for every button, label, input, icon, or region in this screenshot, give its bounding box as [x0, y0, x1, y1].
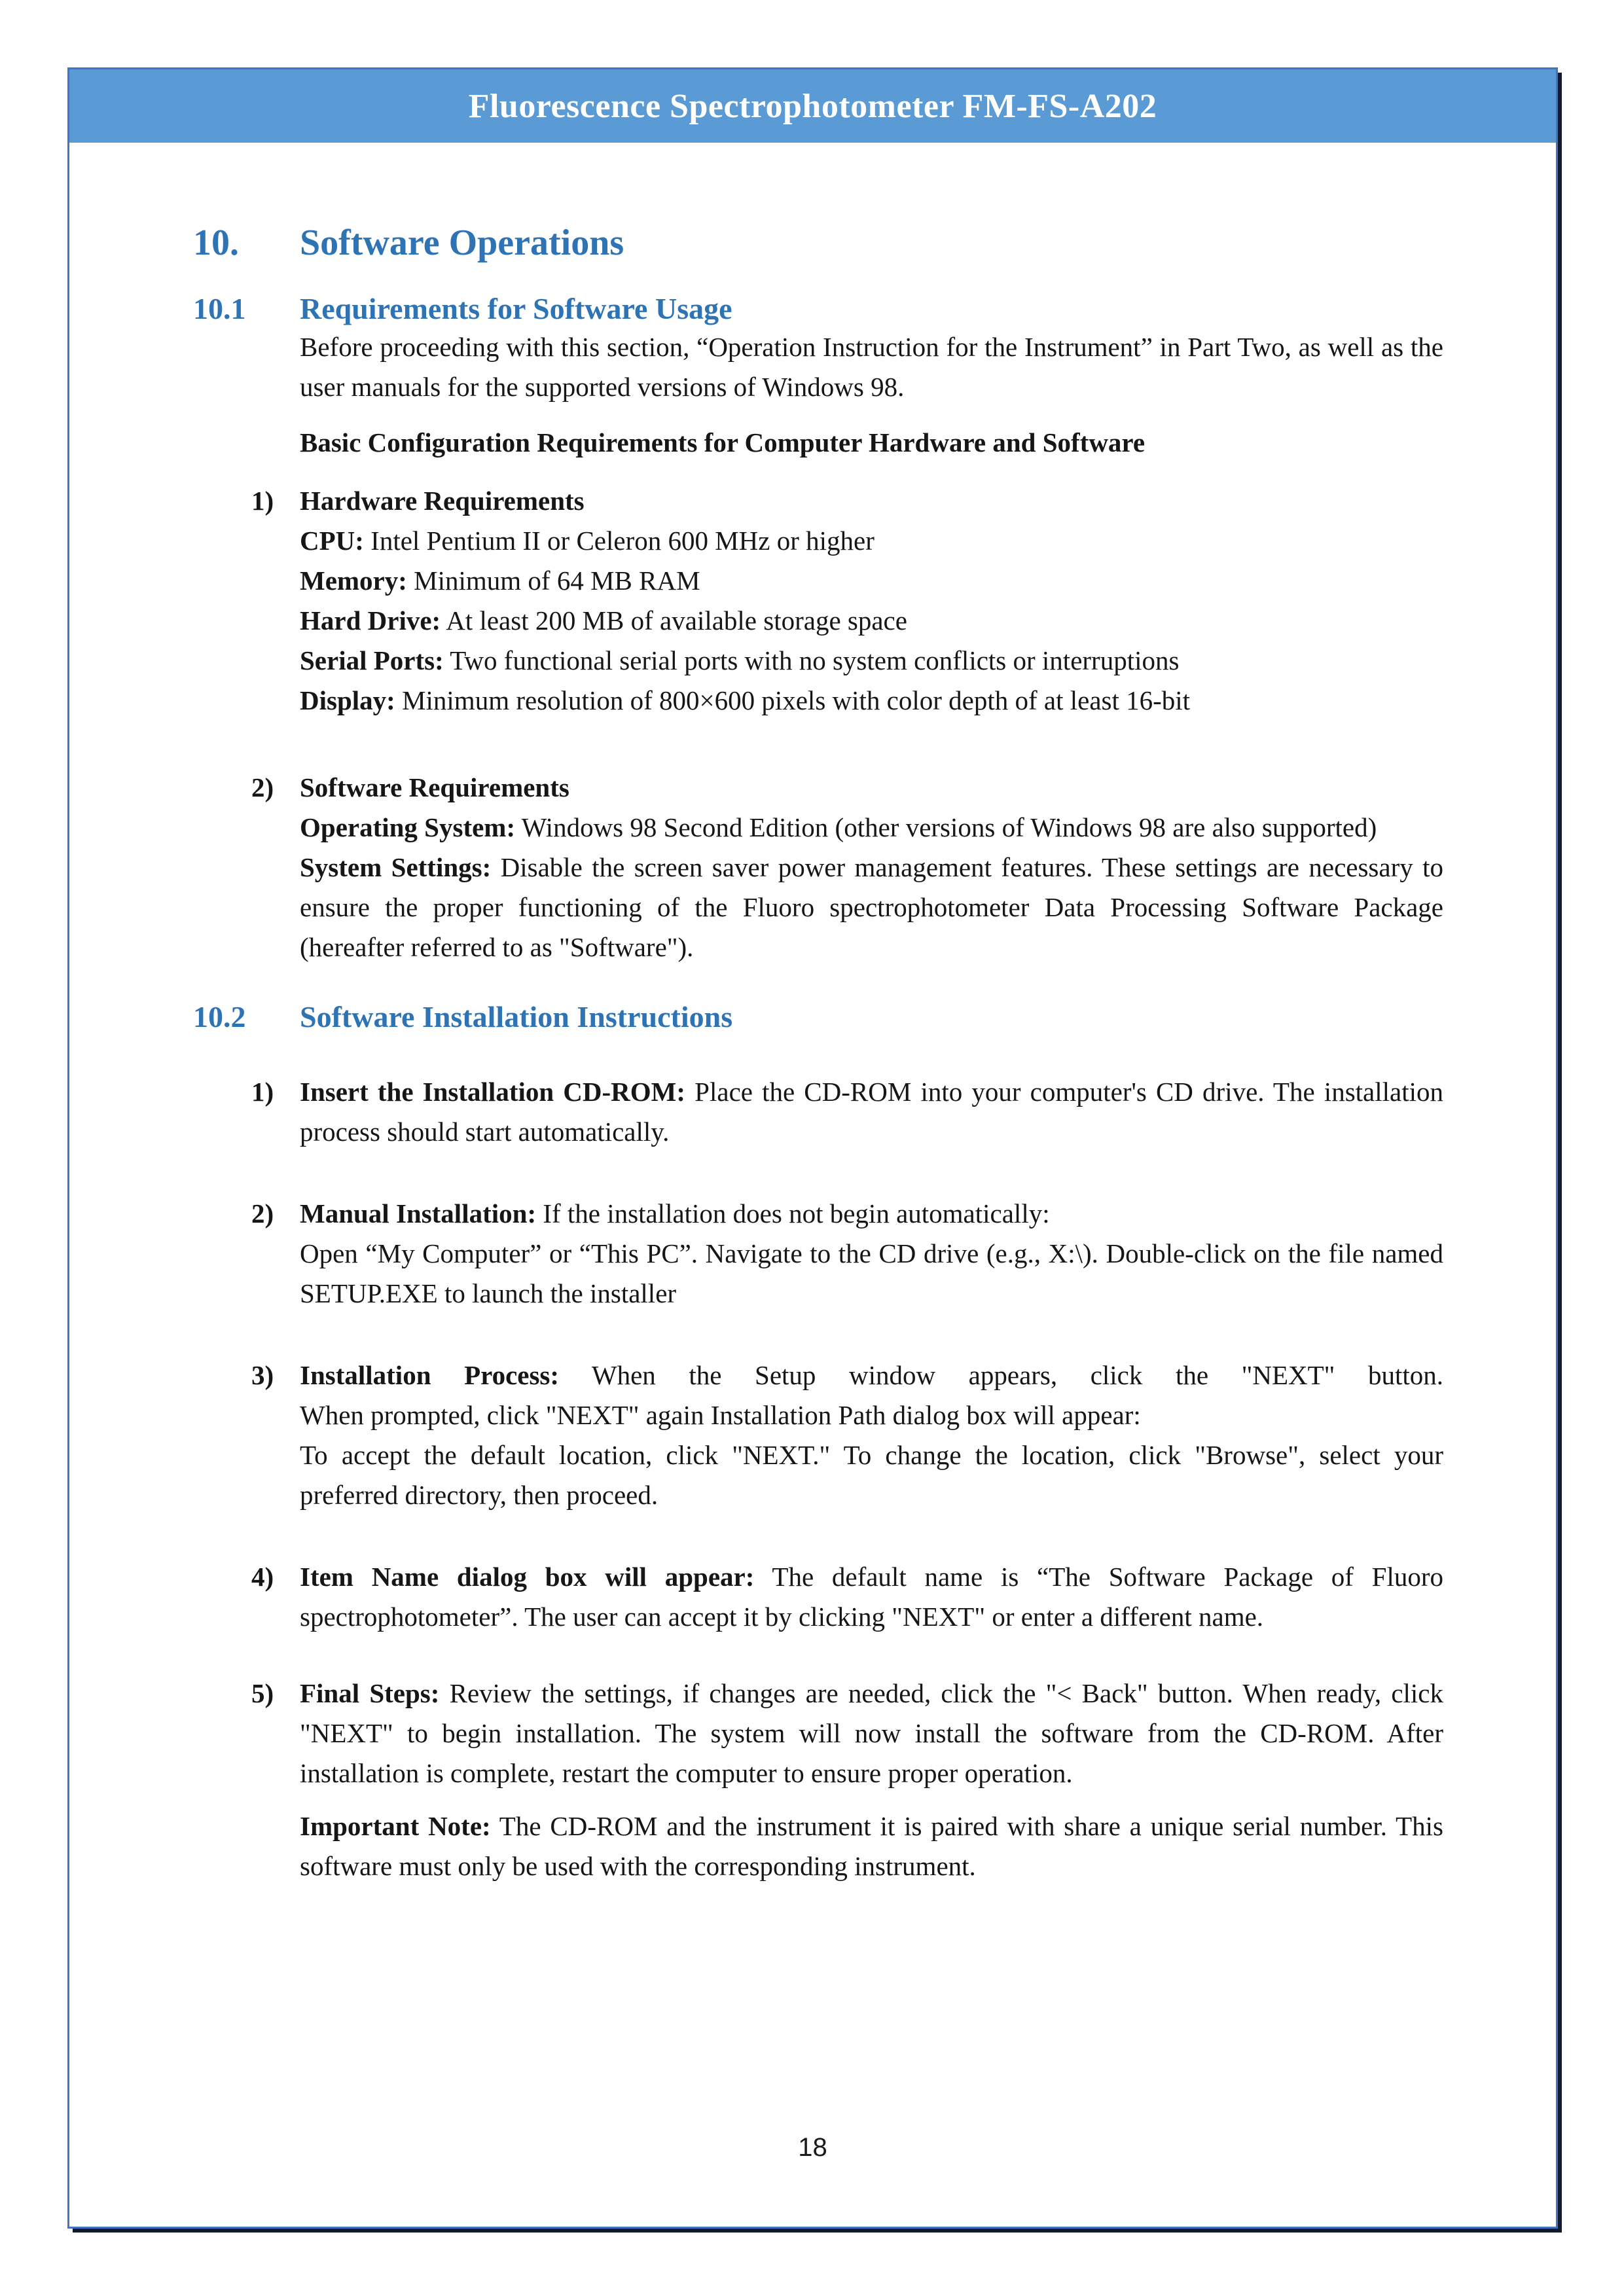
install-step-1-marker: 1): [251, 1077, 274, 1107]
spec-serial-ports: [300, 641, 1443, 681]
install-step-4-label: Item Name dialog box will appear:: [300, 1562, 755, 1592]
section-10-1-intro: Before proceeding with this section, “Operation Instruction for the Instrument” in Part Two, as well as the user manuals for the supported versions of Windows 98.: [300, 332, 1443, 402]
section-10-2-heading: [193, 999, 1443, 1035]
install-step-5-marker: 5): [251, 1678, 274, 1708]
install-step-4: [251, 1557, 1443, 1637]
install-step-3: [251, 1355, 1444, 1515]
software-requirements-title: Software Requirements: [300, 772, 569, 802]
software-requirements-item: [251, 768, 1443, 967]
spec-cpu-value: Intel Pentium II or Celeron 600 MHz or higher: [370, 526, 875, 556]
install-step-1-text: [300, 1072, 1443, 1152]
spec-display-label: Display:: [300, 685, 395, 715]
section-10-1-number: 10.1: [193, 292, 246, 325]
spec-hard-drive-value: At least 200 MB of available storage space: [446, 605, 907, 636]
install-step-1: [251, 1072, 1444, 1152]
hardware-requirements-marker: 1): [251, 486, 274, 516]
spec-operating-system-value: Windows 98 Second Edition (other versions of Windows 98 are also supported): [521, 812, 1377, 842]
install-step-4-text: [300, 1557, 1443, 1637]
section-10-1-title: Requirements for Software Usage: [300, 292, 732, 325]
install-step-2-body: If the installation does not begin automatically:: [543, 1198, 1050, 1229]
basic-config-heading: Basic Configuration Requirements for Computer Hardware and Software: [300, 427, 1146, 457]
section-10-2-title: Software Installation Instructions: [300, 1000, 733, 1033]
install-step-5-label: Final Steps:: [300, 1678, 440, 1708]
install-step-3-text3: To accept the default location, click "NEXT." To change the location, click "Browse", select your preferred directory, then proceed.: [300, 1440, 1443, 1510]
hardware-requirements-item: [251, 481, 1443, 721]
spec-cpu: [300, 521, 1443, 561]
install-step-5-body: Review the settings, if changes are needed, click the "< Back" button. When ready, click "NEXT" to begin installation. The system will now install the software from the CD-ROM. After installation is complete, restart the computer to ensure proper operation.: [300, 1678, 1443, 1788]
install-step-5-text: [300, 1674, 1443, 1793]
section-10-heading: [193, 221, 1443, 264]
section-10-number: 10.: [193, 223, 239, 263]
software-requirements-marker: 2): [251, 772, 274, 802]
spec-hard-drive-label: Hard Drive:: [300, 605, 441, 636]
section-10-1-heading: [193, 291, 1443, 327]
page-number: 18: [798, 2133, 827, 2162]
install-step-4-marker: 4): [251, 1562, 274, 1592]
install-step-2-text: [300, 1194, 1443, 1234]
install-step-3-text: [300, 1355, 1443, 1395]
spec-system-settings-label: System Settings:: [300, 852, 492, 882]
install-step-3-label: Installation Process:: [300, 1360, 560, 1390]
spec-hard-drive: [300, 601, 1443, 641]
spec-system-settings: [300, 848, 1443, 967]
spec-serial-ports-value: Two functional serial ports with no system conflicts or interruptions: [450, 645, 1180, 675]
section-10-2-number: 10.2: [193, 1000, 246, 1033]
install-step-5: [251, 1674, 1443, 1793]
spec-memory: [300, 561, 1443, 601]
header-band: [69, 69, 1556, 143]
document-body: [69, 221, 1556, 1886]
page-frame: [67, 67, 1558, 2229]
spec-display: [300, 681, 1443, 721]
spec-cpu-label: CPU:: [300, 526, 364, 556]
spec-display-value: Minimum resolution of 800×600 pixels with color depth of at least 16-bit: [402, 685, 1191, 715]
spec-operating-system-label: Operating System:: [300, 812, 516, 842]
spec-operating-system: [300, 808, 1443, 848]
install-step-2-label: Manual Installation:: [300, 1198, 537, 1229]
install-step-3-marker: 3): [251, 1360, 274, 1390]
hardware-requirements-title: Hardware Requirements: [300, 486, 585, 516]
install-step-2-text2: Open “My Computer” or “This PC”. Navigate to the CD drive (e.g., X:\). Double-click on the file named SETUP.EXE to launch the installer: [300, 1238, 1443, 1308]
important-note-text: The CD-ROM and the instrument it is paired with share a unique serial number. This software must only be used with the corresponding instrument.: [300, 1811, 1443, 1881]
spec-memory-value: Minimum of 64 MB RAM: [414, 565, 700, 596]
install-step-2-marker: 2): [251, 1198, 274, 1229]
spec-serial-ports-label: Serial Ports:: [300, 645, 444, 675]
install-step-3-body: When the Setup window appears, click the "NEXT" button.: [591, 1360, 1444, 1390]
install-step-2: [251, 1194, 1443, 1314]
section-10-title: Software Operations: [300, 223, 624, 263]
install-step-1-label: Insert the Installation CD-ROM:: [300, 1077, 686, 1107]
spec-system-settings-value: Disable the screen saver power management features. These settings are necessary to ensure the proper functioning of the Fluoro spectrophotometer Data Processing Software Package (hereafter referred to as "Software").: [300, 852, 1443, 962]
install-step-3-text2: When prompted, click "NEXT" again Installation Path dialog box will appear:: [300, 1400, 1141, 1430]
install-step-4-body: The default name is “The Software Package of Fluoro spectrophotometer”. The user can accept it by clicking "NEXT" or enter a different name.: [300, 1562, 1443, 1632]
important-note: [300, 1806, 1443, 1886]
document-title: Fluorescence Spectrophotometer FM-FS-A202: [468, 87, 1157, 125]
spec-memory-label: Memory:: [300, 565, 407, 596]
important-note-label: Important Note:: [300, 1811, 491, 1841]
install-step-1-body: Place the CD-ROM into your computer's CD drive. The installation process should start automatically.: [300, 1077, 1444, 1147]
